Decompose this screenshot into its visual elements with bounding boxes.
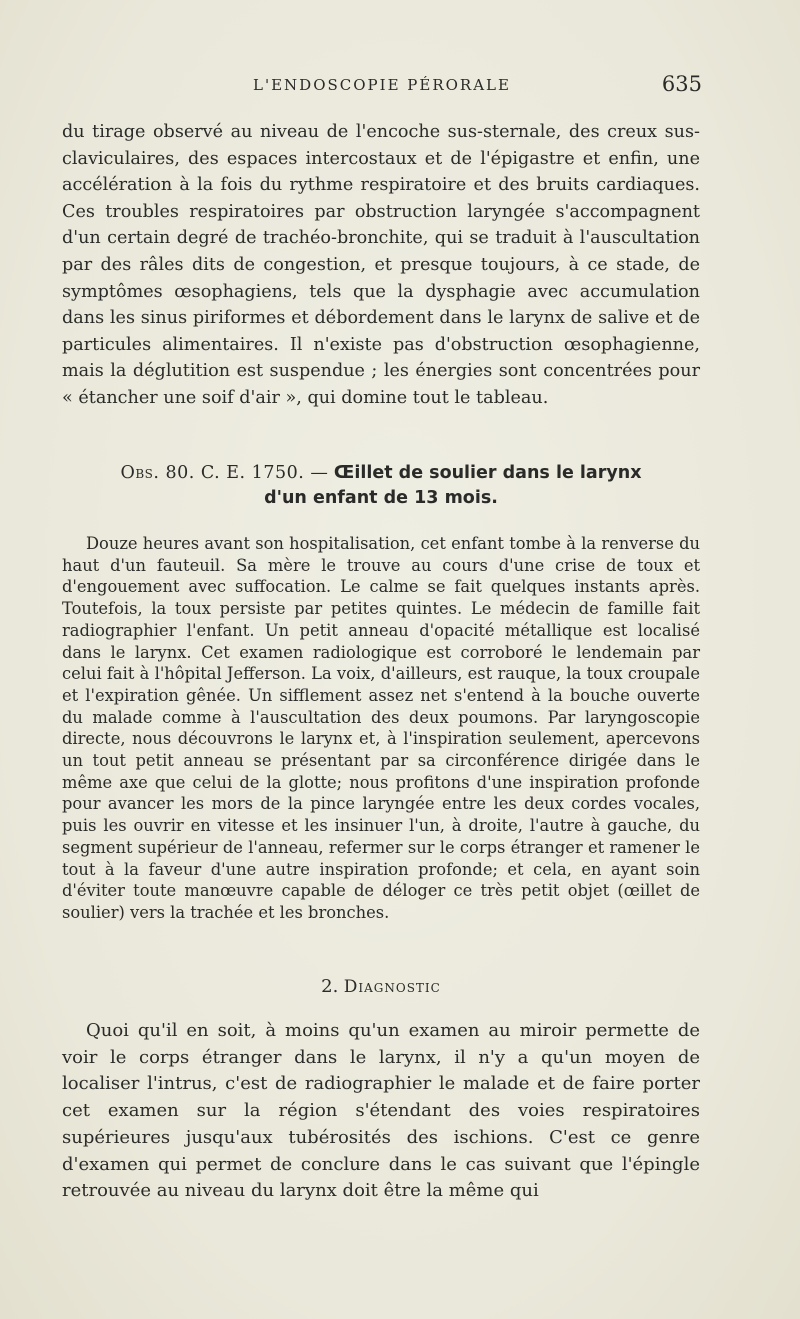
observation-label: Obs. 80. C. E. 1750. — (120, 463, 329, 483)
observation-title-line2: d'un enfant de 13 mois. (264, 488, 498, 508)
page-number: 635 (661, 72, 702, 96)
section-title: Diagnostic (343, 977, 441, 997)
page-header (62, 72, 702, 102)
running-title: L'ENDOSCOPIE PÉRORALE (253, 76, 511, 94)
observation-heading (62, 461, 700, 511)
section-number: 2. (321, 976, 339, 997)
paragraph-diagnostic: Quoi qu'il en soit, à moins qu'un examen au miroir permette de voir le corps étranger dans le larynx, il n'y a qu'un moyen de localiser l'intrus, c'est de radiographier le malade et de faire porter cet examen sur la région s'étendant des voies respiratoires supérieures jusqu'aux tubérosités des ischions. C'est ce genre d'examen qui permet de conclure dans le cas suivant que l'épingle retrouvée au niveau du larynx doit être la même qui (62, 1020, 700, 1202)
paragraph-symptoms: du tirage observé au niveau de l'encoche sus-sternale, des creux sus-claviculaires, des espaces intercostaux et de l'épigastre et enfin, une accélération à la fois du rythme respiratoire et des bruits cardiaques. Ces troubles respiratoires par obstruction laryngée s'accompagnent d'un certain degré de trachéo-bronchite, qui se traduit à l'auscultation par des râles dits de congestion, et presque toujours, à ce stade, de symptômes œsophagiens, tels que la dysphagie avec accumulation dans les sinus piriformes et débordement dans le larynx de salive et de particules alimentaires. Il n'existe pas d'obstruction œsophagienne, mais la déglutition est suspendue ; les énergies sont concentrées pour « étancher une soif d'air », qui domine tout le tableau. (62, 122, 700, 408)
section-heading (62, 976, 700, 997)
case-report: Douze heures avant son hospitalisation, cet enfant tombe à la renverse du haut d'un fauteuil. Sa mère le trouve au cours d'une crise de toux et d'engouement avec suffocation. Le calme se fait quelques instants après. Toutefois, la toux persiste par petites quintes. Le médecin de famille fait radiographier l'enfant. Un petit anneau d'opacité métallique est localisé dans le larynx. Cet examen radiologique est corroboré le lendemain par celui fait à l'hôpital Jefferson. La voix, d'ailleurs, est rauque, la toux croupale et l'expiration gênée. Un sifflement assez net s'entend à la bouche ouverte du malade comme à l'auscultation des deux poumons. Par laryngoscopie directe, nous découvrons le larynx et, à l'inspiration seulement, apercevons un tout petit anneau se présentant par sa circonférence dirigée dans le même axe que celui de la glotte; nous profitons d'une inspiration profonde pour avancer les mors de la pince laryngée entre les deux cordes vocales, puis les ouvrir en vitesse et les insinuer l'un, à droite, l'autre à gauche, du segment supérieur de l'anneau, refermer sur le corps étranger et ramener le tout à la faveur d'une autre inspiration profonde; et cela, en ayant soin d'éviter toute manœuvre capable de déloger ce très petit objet (œillet de soulier) vers la trachée et les bronches. (62, 534, 700, 922)
observation-title-line1: Œillet de soulier dans le larynx (333, 463, 642, 483)
